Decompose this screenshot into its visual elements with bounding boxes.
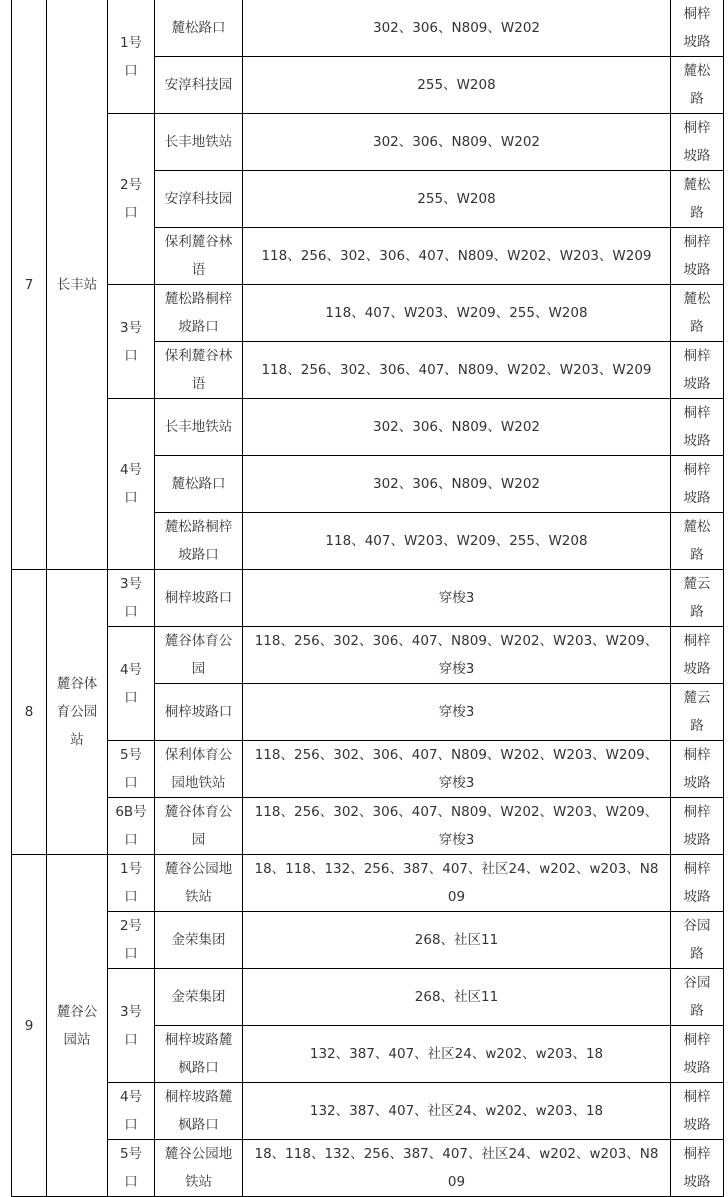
bus-stop-name: 安淳科技园 — [155, 57, 243, 114]
bus-stop-name: 麓谷体育公园 — [155, 627, 243, 684]
exit-label: 5号口 — [108, 741, 155, 798]
exit-label: 1号口 — [108, 855, 155, 912]
road-name: 桐梓坡路 — [671, 114, 724, 171]
road-name: 桐梓坡路 — [671, 456, 724, 513]
road-name: 桐梓坡路 — [671, 399, 724, 456]
table-row — [12, 1083, 724, 1140]
bus-routes: 268、社区11 — [243, 912, 671, 969]
bus-routes: 118、407、W203、W209、255、W208 — [243, 513, 671, 570]
station-number: 7 — [12, 0, 47, 570]
bus-stop-name: 麓松路桐梓坡路口 — [155, 285, 243, 342]
exit-label: 2号口 — [108, 114, 155, 285]
bus-stop-name: 桐梓坡路口 — [155, 684, 243, 741]
bus-stop-name: 麓谷体育公园 — [155, 798, 243, 855]
bus-routes: 穿梭3 — [243, 570, 671, 627]
bus-stop-name: 麓松路口 — [155, 456, 243, 513]
bus-stop-name: 金荣集团 — [155, 912, 243, 969]
bus-stop-name: 长丰地铁站 — [155, 114, 243, 171]
road-name: 麓松路 — [671, 513, 724, 570]
table-row — [12, 285, 724, 342]
bus-stop-name: 桐梓坡路口 — [155, 570, 243, 627]
table-row — [12, 627, 724, 684]
bus-transfer-table — [11, 0, 724, 1197]
bus-stop-name: 麓松路桐梓坡路口 — [155, 513, 243, 570]
bus-stop-name: 保利麓谷林语 — [155, 228, 243, 285]
table-row — [12, 0, 724, 57]
station-name: 长丰站 — [47, 0, 108, 570]
bus-routes: 18、118、132、256、387、407、社区24、w202、w203、N809 — [243, 1140, 671, 1197]
bus-routes: 302、306、N809、W202 — [243, 456, 671, 513]
station-name: 麓谷公园站 — [47, 855, 108, 1197]
road-name: 桐梓坡路 — [671, 228, 724, 285]
bus-routes: 118、256、302、306、407、N809、W202、W203、W209、穿梭3 — [243, 627, 671, 684]
road-name: 桐梓坡路 — [671, 1140, 724, 1197]
bus-routes: 302、306、N809、W202 — [243, 114, 671, 171]
table-row — [12, 798, 724, 855]
road-name: 麓松路 — [671, 285, 724, 342]
bus-stop-name: 金荣集团 — [155, 969, 243, 1026]
exit-label: 4号口 — [108, 627, 155, 741]
bus-stop-name: 安淳科技园 — [155, 171, 243, 228]
exit-label: 3号口 — [108, 570, 155, 627]
exit-label: 3号口 — [108, 285, 155, 399]
road-name: 桐梓坡路 — [671, 741, 724, 798]
exit-label: 4号口 — [108, 1083, 155, 1140]
exit-label: 5号口 — [108, 1140, 155, 1197]
bus-stop-name: 麓谷公园地铁站 — [155, 1140, 243, 1197]
road-name: 麓松路 — [671, 171, 724, 228]
bus-stop-name: 保利麓谷林语 — [155, 342, 243, 399]
table-row — [12, 741, 724, 798]
bus-stop-name: 麓谷公园地铁站 — [155, 855, 243, 912]
table-row — [12, 855, 724, 912]
bus-stop-name: 麓松路口 — [155, 0, 243, 57]
bus-stop-name: 桐梓坡路麓枫路口 — [155, 1083, 243, 1140]
road-name: 麓松路 — [671, 57, 724, 114]
bus-routes: 118、256、302、306、407、N809、W202、W203、W209 — [243, 342, 671, 399]
bus-stop-name: 长丰地铁站 — [155, 399, 243, 456]
bus-routes: 132、387、407、社区24、w202、w203、18 — [243, 1083, 671, 1140]
bus-routes: 118、407、W203、W209、255、W208 — [243, 285, 671, 342]
road-name: 桐梓坡路 — [671, 627, 724, 684]
bus-routes: 18、118、132、256、387、407、社区24、w202、w203、N809 — [243, 855, 671, 912]
bus-routes: 118、256、302、306、407、N809、W202、W203、W209、穿梭3 — [243, 741, 671, 798]
station-number: 8 — [12, 570, 47, 855]
station-name: 麓谷体育公园站 — [47, 570, 108, 855]
bus-routes: 132、387、407、社区24、w202、w203、18 — [243, 1026, 671, 1083]
bus-routes: 302、306、N809、W202 — [243, 0, 671, 57]
bus-routes: 118、256、302、306、407、N809、W202、W203、W209 — [243, 228, 671, 285]
road-name: 谷园路 — [671, 912, 724, 969]
road-name: 谷园路 — [671, 969, 724, 1026]
bus-routes: 穿梭3 — [243, 684, 671, 741]
bus-routes: 302、306、N809、W202 — [243, 399, 671, 456]
exit-label: 3号口 — [108, 969, 155, 1083]
exit-label: 6B号口 — [108, 798, 155, 855]
bus-stop-name: 桐梓坡路麓枫路口 — [155, 1026, 243, 1083]
table-row — [12, 912, 724, 969]
exit-label: 1号口 — [108, 0, 155, 114]
bus-routes: 118、256、302、306、407、N809、W202、W203、W209、穿梭3 — [243, 798, 671, 855]
road-name: 麓云路 — [671, 570, 724, 627]
table-row — [12, 570, 724, 627]
road-name: 桐梓坡路 — [671, 798, 724, 855]
road-name: 桐梓坡路 — [671, 1083, 724, 1140]
exit-label: 4号口 — [108, 399, 155, 570]
table-row — [12, 399, 724, 456]
table-row — [12, 1140, 724, 1197]
road-name: 桐梓坡路 — [671, 855, 724, 912]
road-name: 桐梓坡路 — [671, 0, 724, 57]
table-row — [12, 114, 724, 171]
road-name: 桐梓坡路 — [671, 342, 724, 399]
exit-label: 2号口 — [108, 912, 155, 969]
table-row — [12, 969, 724, 1026]
bus-routes: 255、W208 — [243, 171, 671, 228]
bus-routes: 255、W208 — [243, 57, 671, 114]
table-body — [12, 0, 724, 1197]
bus-routes: 268、社区11 — [243, 969, 671, 1026]
road-name: 麓云路 — [671, 684, 724, 741]
bus-stop-name: 保利体育公园地铁站 — [155, 741, 243, 798]
station-number: 9 — [12, 855, 47, 1197]
road-name: 桐梓坡路 — [671, 1026, 724, 1083]
